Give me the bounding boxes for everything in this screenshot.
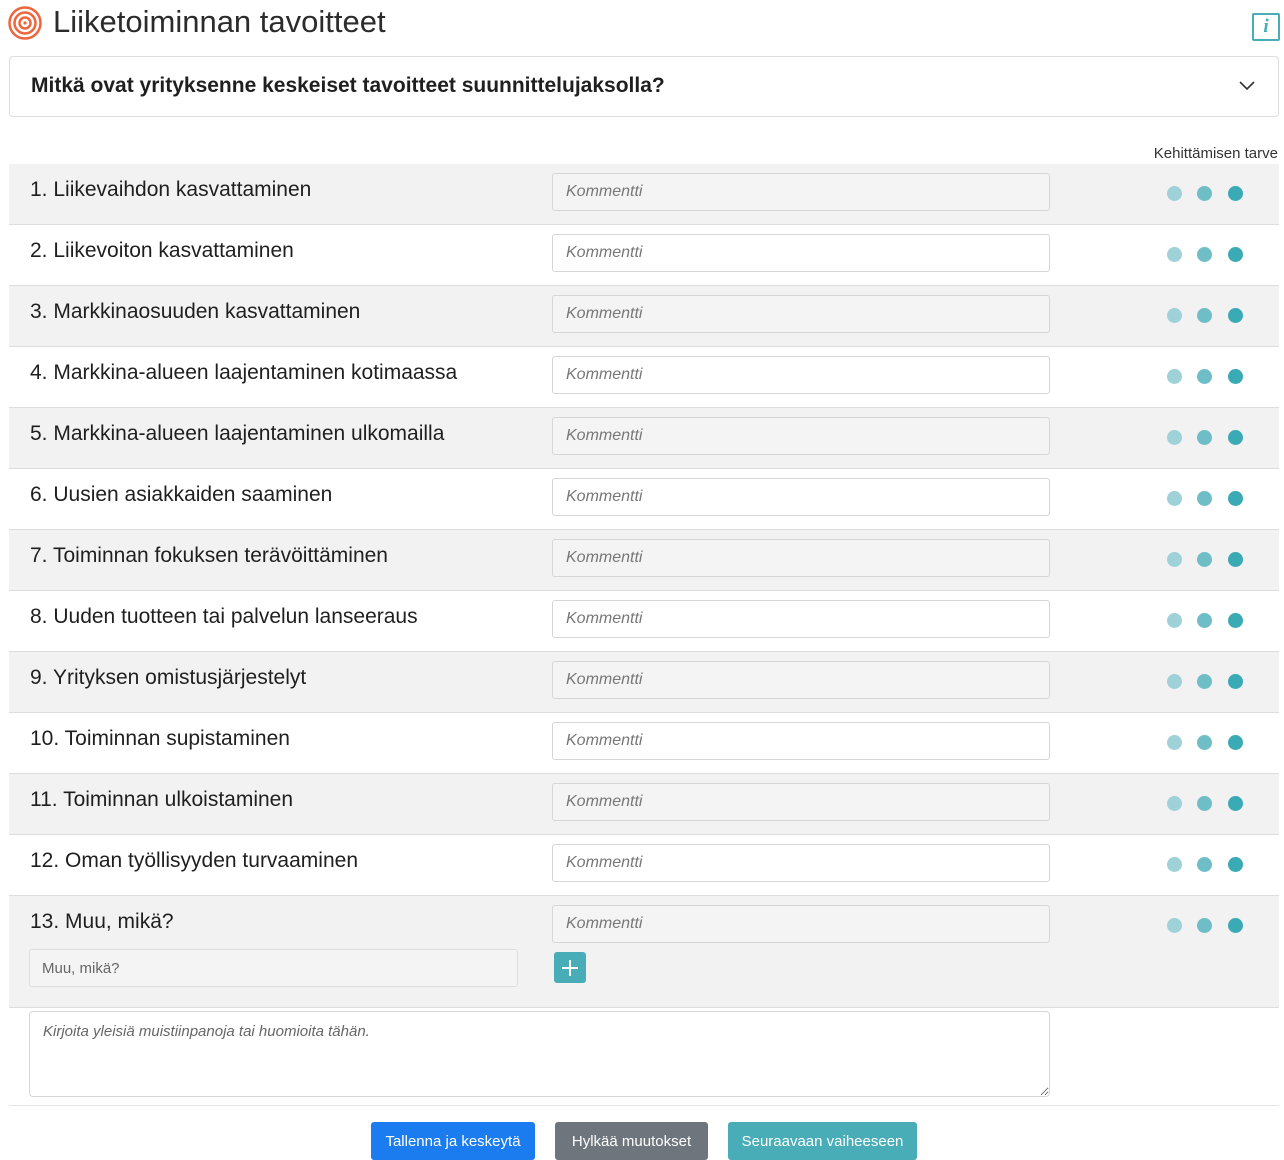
rating-dots (1167, 369, 1247, 385)
rating-dot-low[interactable] (1167, 796, 1182, 811)
goal-row (9, 408, 1279, 469)
goal-row (9, 774, 1279, 835)
rating-dot-low[interactable] (1167, 857, 1182, 872)
goal-row (9, 713, 1279, 774)
next-step-button[interactable]: Seuraavaan vaiheeseen (728, 1122, 917, 1160)
rating-dot-high[interactable] (1228, 308, 1243, 323)
page-header (8, 0, 1280, 46)
rating-dot-high[interactable] (1228, 918, 1243, 933)
rating-dot-high[interactable] (1228, 491, 1243, 506)
discard-changes-button[interactable]: Hylkää muutokset (555, 1122, 708, 1160)
rating-dot-high[interactable] (1228, 552, 1243, 567)
chevron-down-icon (1238, 77, 1256, 95)
comment-input[interactable] (552, 844, 1050, 882)
goal-label: 9. Yrityksen omistusjärjestelyt (30, 666, 307, 689)
info-icon[interactable]: i (1252, 13, 1280, 41)
rating-dot-low[interactable] (1167, 552, 1182, 567)
goal-label: 7. Toiminnan fokuksen terävöittäminen (30, 544, 388, 567)
comment-input[interactable] (552, 478, 1050, 516)
rating-dots (1167, 186, 1247, 202)
goal-label: 11. Toiminnan ulkoistaminen (30, 788, 294, 811)
goal-label: 10. Toiminnan supistaminen (30, 727, 290, 750)
rating-dot-medium[interactable] (1197, 247, 1212, 262)
goal-label: 13. Muu, mikä? (30, 910, 174, 933)
comment-input[interactable] (552, 600, 1050, 638)
rating-dots (1167, 430, 1247, 446)
goal-label: 4. Markkina-alueen laajentaminen kotimaassa (30, 361, 458, 384)
rating-dot-low[interactable] (1167, 918, 1182, 933)
add-goal-button[interactable] (554, 952, 586, 983)
rating-dot-medium[interactable] (1197, 308, 1212, 323)
footer-divider (9, 1105, 1279, 1106)
rating-dot-medium[interactable] (1197, 369, 1212, 384)
comment-input[interactable] (552, 722, 1050, 760)
rating-dots (1167, 613, 1247, 629)
rating-dot-high[interactable] (1228, 674, 1243, 689)
rating-dot-low[interactable] (1167, 674, 1182, 689)
goal-row (9, 530, 1279, 591)
save-and-pause-button[interactable]: Tallenna ja keskeytä (371, 1122, 535, 1160)
rating-dot-low[interactable] (1167, 735, 1182, 750)
goal-row (9, 835, 1279, 896)
rating-dot-high[interactable] (1228, 613, 1243, 628)
target-icon (8, 6, 42, 40)
rating-dots (1167, 491, 1247, 507)
goal-row (9, 225, 1279, 286)
rating-dot-high[interactable] (1228, 735, 1243, 750)
rating-dot-high[interactable] (1228, 857, 1243, 872)
rating-dot-low[interactable] (1167, 613, 1182, 628)
comment-input[interactable] (552, 356, 1050, 394)
comment-input[interactable] (552, 661, 1050, 699)
goal-row-other (9, 896, 1279, 1008)
rating-dot-medium[interactable] (1197, 186, 1212, 201)
page-title: Liiketoiminnan tavoitteet (53, 4, 386, 39)
comment-input[interactable] (552, 173, 1050, 211)
rating-dot-medium[interactable] (1197, 918, 1212, 933)
rating-dot-high[interactable] (1228, 796, 1243, 811)
rating-dot-high[interactable] (1228, 247, 1243, 262)
comment-input[interactable] (552, 783, 1050, 821)
goal-label: 3. Markkinaosuuden kasvattaminen (30, 300, 361, 323)
rating-dots (1167, 674, 1247, 690)
goal-label: 5. Markkina-alueen laajentaminen ulkomailla (30, 422, 445, 445)
goal-row (9, 469, 1279, 530)
goal-label: 6. Uusien asiakkaiden saaminen (30, 483, 333, 506)
rating-dot-low[interactable] (1167, 430, 1182, 445)
development-need-header: Kehittämisen tarve (1153, 145, 1278, 162)
rating-dot-medium[interactable] (1197, 491, 1212, 506)
rating-dot-high[interactable] (1228, 369, 1243, 384)
comment-input[interactable] (552, 905, 1050, 943)
goal-row (9, 164, 1279, 225)
rating-dots (1167, 552, 1247, 568)
goal-label: 2. Liikevoiton kasvattaminen (30, 239, 294, 262)
rating-dots (1167, 735, 1247, 751)
rating-dots (1167, 918, 1247, 934)
other-goal-input[interactable] (29, 949, 518, 987)
goal-row (9, 591, 1279, 652)
question-accordion[interactable] (9, 56, 1279, 117)
goals-list (9, 164, 1279, 1008)
goal-label: 12. Oman työllisyyden turvaaminen (30, 849, 358, 872)
rating-dot-medium[interactable] (1197, 857, 1212, 872)
rating-dots (1167, 857, 1247, 873)
rating-dots (1167, 247, 1247, 263)
rating-dot-medium[interactable] (1197, 430, 1212, 445)
rating-dots (1167, 308, 1247, 324)
goal-row (9, 286, 1279, 347)
rating-dot-low[interactable] (1167, 186, 1182, 201)
rating-dot-low[interactable] (1167, 247, 1182, 262)
rating-dot-medium[interactable] (1197, 674, 1212, 689)
goal-row (9, 652, 1279, 713)
rating-dot-medium[interactable] (1197, 796, 1212, 811)
rating-dot-low[interactable] (1167, 491, 1182, 506)
comment-input[interactable] (552, 417, 1050, 455)
rating-dot-medium[interactable] (1197, 613, 1212, 628)
general-notes-textarea[interactable] (29, 1011, 1050, 1097)
plus-icon (561, 959, 579, 977)
comment-input[interactable] (552, 295, 1050, 333)
goal-label: 8. Uuden tuotteen tai palvelun lanseeraus (30, 605, 418, 628)
question-text: Mitkä ovat yrityksenne keskeiset tavoitteet suunnittelujaksolla? (31, 74, 665, 97)
rating-dot-medium[interactable] (1197, 552, 1212, 567)
comment-input[interactable] (552, 539, 1050, 577)
rating-dot-high[interactable] (1228, 186, 1243, 201)
comment-input[interactable] (552, 234, 1050, 272)
rating-dot-low[interactable] (1167, 308, 1182, 323)
goal-row (9, 347, 1279, 408)
rating-dot-low[interactable] (1167, 369, 1182, 384)
rating-dot-high[interactable] (1228, 430, 1243, 445)
rating-dot-medium[interactable] (1197, 735, 1212, 750)
goal-label: 1. Liikevaihdon kasvattaminen (30, 178, 312, 201)
rating-dots (1167, 796, 1247, 812)
